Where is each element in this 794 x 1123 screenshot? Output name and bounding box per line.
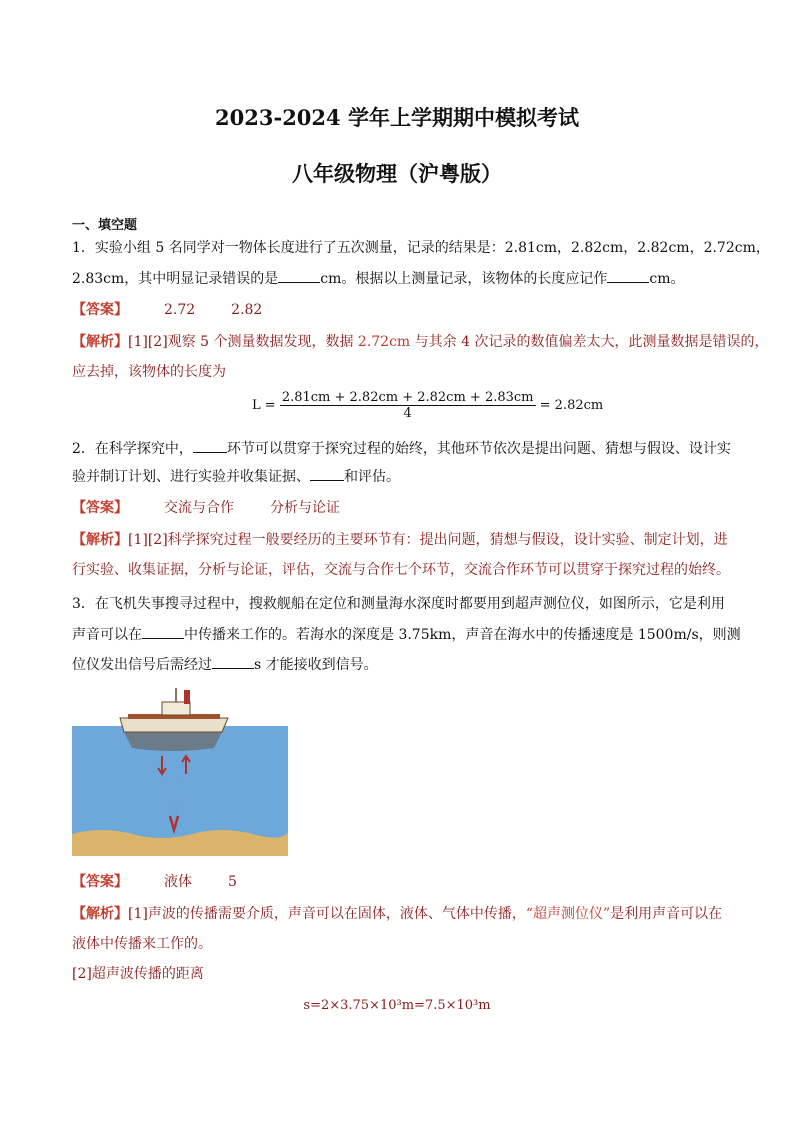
formula-fraction	[280, 390, 536, 421]
page-title: 2023-2024 学年上学期期中模拟考试	[215, 105, 579, 130]
answer-label: 【答案】	[72, 302, 128, 318]
q1-text-c: cm。	[649, 271, 685, 287]
q2-answer-1: 交流与合作	[164, 500, 234, 516]
q3-text-b: 中传播来工作的。若海水的深度是 3.75km，声音在海水中的传播速度是 1500m/s，则测	[184, 627, 741, 643]
q1-analysis-line1	[72, 332, 769, 352]
q3-analysis-line1	[72, 904, 722, 924]
q3-blank-2[interactable]	[212, 654, 254, 669]
q1-blank-2[interactable]	[607, 268, 649, 283]
sonar-ship-illustration	[72, 688, 288, 856]
q3-line1: 3．在飞机失事搜寻过程中，搜救舰船在定位和测量海水深度时都要用到超声测位仪，如图所示，它是利用	[72, 596, 725, 612]
answer-label: 【答案】	[72, 500, 128, 516]
q2-blank-2[interactable]	[310, 466, 344, 481]
q3-analysis-text-c: 是利用声音可以在	[610, 906, 723, 922]
q2-answer-2: 分析与论证	[270, 500, 340, 516]
q1-text-a: 2.83cm，其中明显记录错误的是	[72, 271, 279, 287]
q1-answer-2: 2.82	[231, 302, 263, 318]
q3-text-a: 声音可以在	[72, 627, 142, 643]
formula-lhs: L =	[252, 398, 276, 413]
answer-label: 【答案】	[72, 874, 128, 890]
ship-funnel	[184, 690, 190, 704]
q3-text-c: 位仪发出信号后需经过	[72, 657, 212, 673]
analysis-label: 【解析】	[72, 334, 128, 350]
page-subtitle: 八年级物理（沪粤版）	[292, 161, 502, 186]
q3-analysis-line3: [2]超声波传播的距离	[72, 966, 204, 982]
q3-line2	[72, 624, 741, 645]
formula-numerator: 2.81cm + 2.82cm + 2.82cm + 2.83cm	[281, 390, 534, 405]
q2-analysis-line2: 行实验、收集证据，分析与论证，评估，交流与合作七个环节，交流合作环节可以贯穿于探究过程的始终。	[72, 562, 730, 578]
q1-line1: 1．实验小组 5 名同学对一物体长度进行了五次测量，记录的结果是：2.81cm，2.82cm，2.82cm，2.72cm，	[72, 240, 770, 256]
q2-text-a: 2．在科学探究中，	[72, 441, 193, 457]
q2-line2	[72, 466, 722, 487]
q3-line3	[72, 654, 722, 675]
q1-line2	[72, 268, 722, 289]
q1-analysis-highlight: 2.72cm	[357, 334, 411, 350]
q3-analysis-line2: 液体中传播来工作的。	[72, 936, 212, 952]
q3-blank-1[interactable]	[142, 624, 184, 639]
q2-text-d: 和评估。	[344, 469, 400, 485]
q3-answer-1: 液体	[164, 874, 192, 890]
analysis-label: 【解析】	[72, 906, 128, 922]
q2-blank-1[interactable]	[193, 438, 227, 453]
q1-text-b: cm。根据以上测量记录，该物体的长度应记作	[320, 271, 608, 287]
q1-analysis-text-c: 与其余 4 次记录的数值偏差太大，此测量数据是错误的，	[410, 334, 769, 350]
analysis-label: 【解析】	[72, 532, 128, 548]
q2-analysis-line1	[72, 530, 728, 550]
q1-formula	[252, 390, 603, 421]
q2-analysis-text: [1][2]科学探究过程一般要经历的主要环节有：提出问题，猜想与假设，设计实验、制定计划，进	[128, 532, 728, 548]
q3-analysis-text-a: [1]声波的传播需要介质，声音可以在固体，液体、气体中传播，	[128, 906, 526, 922]
q3-answer-2: 5	[228, 874, 237, 890]
q3-equation: s=2×3.75×10³m=7.5×10³m	[303, 998, 491, 1013]
formula-rhs: = 2.82cm	[539, 398, 604, 413]
q3-analysis-highlight: “超声测位仪”	[525, 906, 611, 922]
ship-hull	[120, 718, 228, 732]
q2-answer	[72, 498, 722, 518]
formula-denominator: 4	[403, 406, 412, 421]
q2-text-b: 环节可以贯穿于探究过程的始终，其他环节依次是提出问题、猜想与假设、设计实	[226, 441, 731, 457]
q1-analysis-line2: 应去掉，该物体的长度为	[72, 364, 226, 380]
section-heading: 一、填空题	[72, 218, 138, 233]
q3-text-d: s 才能接收到信号。	[254, 657, 378, 673]
q2-text-c: 验并制订计划、进行实验并收集证据、	[72, 469, 310, 485]
q1-answer-1: 2.72	[164, 302, 196, 318]
q2-line1	[72, 438, 731, 459]
q1-answer	[72, 300, 722, 320]
q3-answer	[72, 872, 722, 892]
q1-blank-1[interactable]	[278, 268, 320, 283]
q1-analysis-text-a: [1][2]观察 5 个测量数据发现，数据	[128, 334, 358, 350]
ship-hull-underwater	[124, 732, 222, 751]
